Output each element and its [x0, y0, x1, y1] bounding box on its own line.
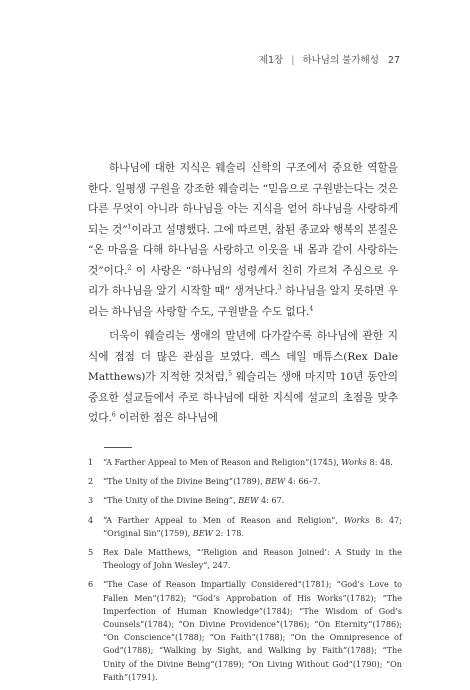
text-run: 이러한 점은 하나님에 [115, 412, 218, 424]
text-run: Rex Dale Matthews, “‘Religion and Reason Joined’: A Study in the Theology of John Wesley”, 247. [103, 547, 402, 571]
italic-text: BEW [192, 527, 213, 538]
text-run: 8: 47; “Original Sin”(1759), [103, 514, 402, 538]
text-run: 4: 66–7. [285, 476, 321, 487]
footnote [88, 546, 402, 572]
text-run: “The Unity of the Divine Being”, [103, 495, 239, 506]
footnote-ref: 4 [309, 304, 314, 312]
page-number: 27 [387, 55, 400, 66]
footnote [88, 494, 402, 507]
footnotes [88, 456, 402, 690]
text-run: 하나님을 알지 못하면 우리는 하나님을 사랑할 수도, 구원받을 수도 없다. [88, 285, 398, 318]
footnote-ref: 5 [228, 370, 233, 378]
footnote-ref: 3 [277, 284, 282, 292]
footnote-number: 3 [88, 495, 94, 506]
footnote-number: 2 [88, 476, 94, 487]
text-run: “A Farther Appeal to Men of Reason and Religion”(1745), [103, 457, 342, 467]
italic-text: BEW [265, 476, 286, 487]
footnote-number: 4 [88, 514, 94, 525]
italic-text: Works [341, 457, 367, 467]
footnote-number: 5 [88, 547, 94, 558]
footnote-number: 6 [88, 579, 94, 590]
text-run: 2: 178. [212, 527, 244, 538]
running-header [259, 52, 400, 66]
footnote [88, 578, 402, 684]
header-separator: | [291, 55, 295, 66]
text-run: 더욱이 웨슬리는 생애의 말년에 다가갈수록 하나님에 관한 지식에 점점 더 많은 관심을 보였다. 렉스 데일 매튜스(Rex Dale Matthews)가 지적한 것처럼, [88, 330, 398, 383]
footnote [88, 475, 402, 488]
main-text [88, 158, 398, 429]
footnote-text [103, 494, 402, 507]
footnote-text [103, 514, 402, 540]
footnote-text [103, 475, 402, 488]
footnote-ref: 1 [127, 222, 132, 230]
text-run: “The Unity of the Divine Being”(1789), [103, 476, 266, 487]
footnote [88, 456, 402, 469]
italic-text: BEW [238, 495, 259, 506]
paragraph [88, 158, 398, 322]
text-run: 하나님에 대한 지식은 웨슬리 신학의 구조에서 중요한 역할을 한다. 일평생 구원을 강조한 웨슬리는 “믿음으로 구원받는다는 것은 다른 무엇이 아니라 하나님을 아는 지식을 얻어 하나님을 사랑하게 되는 것” [88, 162, 398, 236]
footnote-divider [104, 447, 132, 448]
footnote-text [103, 456, 402, 469]
text-run: “The Case of Reason Impartially Considered”(1781); “God’s Love to Fallen Men”(1782); “God’s Approbation of His Works”(1782); “The Imperfection of Human Knowledge”(1784); “The Wisdom of God’s Counsels”(1784); “On Divine Providence”(1786); “On Eternity”(1786); “On Conscience”(1788); “On Faith”(1788); “On the Omnipresence of God”(1788); “Walking by Sight, and Walking by Faith”(1788); “The Unity of the Divine Being”(1789); “On Living Without God”(1790); “On Faith”(1791). [103, 579, 402, 682]
footnote-ref: 6 [111, 411, 116, 419]
footnote-number: 1 [88, 457, 94, 467]
chapter-title: 하나님의 불가해성 [302, 55, 379, 66]
text-run: 4: 67. [258, 495, 285, 506]
text-run: 이라고 설명했다. 그에 따르면, 참된 종교와 행복의 본질은 “온 마음을 다해 하나님을 사랑하고 이웃을 내 몸과 같이 사랑하는 것”이다. [88, 223, 398, 277]
footnote-text [103, 578, 402, 684]
footnote-text [103, 546, 402, 572]
paragraph [88, 326, 398, 429]
text-run: 웨슬리는 생애 마지막 10년 동안의 중요한 설교들에서 주로 하나님에 대한 지식에 설교의 초점을 맞추었다. [88, 371, 398, 424]
italic-text: Works [343, 514, 370, 525]
footnote-ref: 2 [127, 263, 132, 271]
footnote [88, 514, 402, 540]
text-run: “A Farther Appeal to Men of Reason and Religion”, [103, 514, 344, 525]
text-run: 8: 48. [366, 457, 393, 467]
chapter-label: 제1장 [258, 55, 284, 66]
text-run: 이 사랑은 “하나님의 성령께서 친히 가르쳐 주심으로 우리가 하나님을 알기 시작할 때” 생겨난다. [88, 264, 398, 297]
